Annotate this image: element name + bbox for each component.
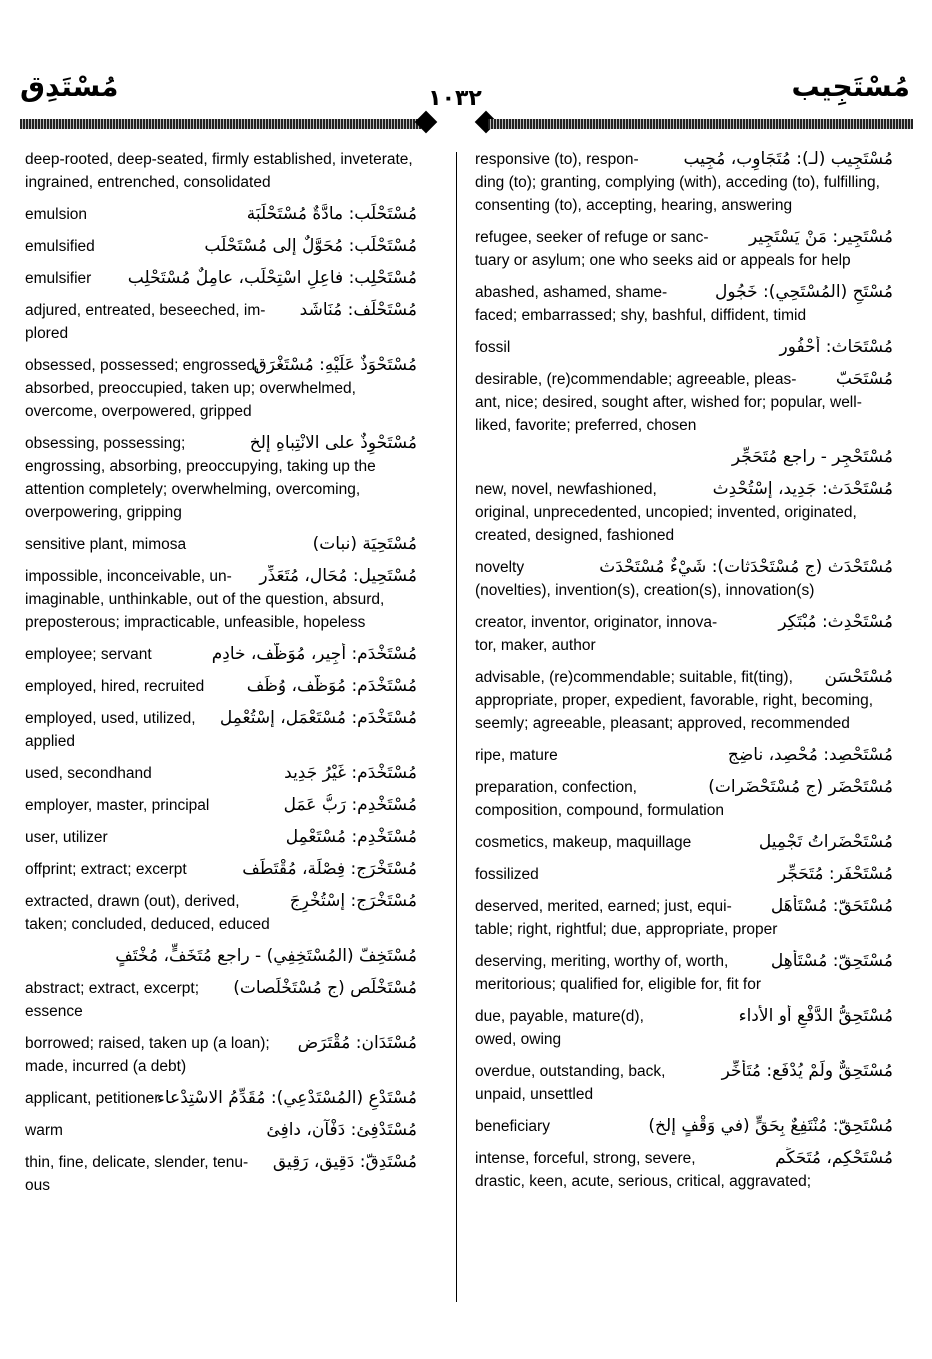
dictionary-entry xyxy=(25,1087,417,1110)
arabic-headword: مُسْتَحْدَث (ج مُسْتَحْدَثات): شَيْءٌ مُسْتَحْدَث xyxy=(599,557,893,577)
english-translation: sensitive plant, mimosa xyxy=(25,536,187,553)
english-translation: desirable, (re)commendable; agreeable, pleas- xyxy=(475,371,797,388)
arabic-headword: مُسْتَحْدِث: مُبْتَكِر xyxy=(778,612,893,632)
dictionary-entry xyxy=(25,432,417,524)
english-translation-continued: appropriate, proper, expedient, favorable, right, becoming, seemly; agreeable, pleasant; approved, recommended xyxy=(475,692,874,732)
arabic-headword: مُسْتَخْدَم: غَيْرُ جَدِيد xyxy=(284,763,417,783)
english-translation-continued: imaginable, unthinkable, out of the question, absurd, preposterous; impracticable, unfeasible, hopeless xyxy=(25,591,385,631)
arabic-headword: مُسْتَدْعٍ (المُسْتَدْعِي): مُقَدِّمُ الاسْتِدْعاء xyxy=(156,1088,417,1108)
dictionary-entry xyxy=(475,744,893,767)
dictionary-entry xyxy=(25,826,417,849)
english-translation: employee; servant xyxy=(25,646,152,663)
english-translation: new, novel, newfashioned, xyxy=(475,481,657,498)
english-translation: creator, inventor, originator, innova- xyxy=(475,614,718,631)
english-translation: offprint; extract; excerpt xyxy=(25,861,187,878)
arabic-headword: مُسْتَخْرَج: إسْتُخْرِجَ xyxy=(289,891,417,911)
dictionary-entry xyxy=(25,1151,417,1197)
dictionary-entry xyxy=(475,1147,893,1193)
dictionary-entry xyxy=(25,354,417,423)
english-translation-continued: unpaid, unsettled xyxy=(475,1086,594,1103)
arabic-headword: مُسْتَحْوَذٌ عَلَيْهِ: مُسْتَغْرَق xyxy=(253,355,417,375)
column-divider xyxy=(456,152,457,1302)
dictionary-entry xyxy=(475,368,893,437)
english-translation: fossil xyxy=(475,339,511,356)
arabic-headword: مُسْتَحْضَراتُ تَجْمِيل xyxy=(758,832,893,852)
arabic-cross-reference: مُسْتَحْجِر - راجع مُتَحَجِّر xyxy=(731,447,893,467)
arabic-headword: مُسْتَجِير: مَنْ يَسْتَجِير xyxy=(749,227,893,247)
english-translation: employed, used, utilized, xyxy=(25,710,196,727)
english-translation: beneficiary xyxy=(475,1118,550,1135)
english-translation-continued: ant, nice; desired, sought after, wished for; popular, well-liked, favorite; preferred, chosen xyxy=(475,394,862,434)
dictionary-entry xyxy=(475,611,893,657)
arabic-headword: مُسْتَخْلَص (ج مُسْتَخْلَصات) xyxy=(233,978,417,998)
dictionary-entry xyxy=(475,1115,893,1138)
english-translation: responsive (to), respon- xyxy=(475,151,639,168)
english-translation: abstract; extract, excerpt; xyxy=(25,980,200,997)
dictionary-entry xyxy=(475,446,893,469)
english-translation-continued: meritorious; qualified for, eligible for, fit for xyxy=(475,976,762,993)
english-translation: employed, hired, recruited xyxy=(25,678,205,695)
diamond-ornament-left xyxy=(415,111,438,134)
english-translation: emulsion xyxy=(25,206,88,223)
english-translation-continued: ding (to); granting, complying (with), acceding (to), fulfilling, consenting (to), accepting, hearing, answering xyxy=(475,174,880,214)
dictionary-entry xyxy=(25,565,417,634)
english-translation: warm xyxy=(25,1122,63,1139)
english-translation: cosmetics, makeup, maquillage xyxy=(475,834,692,851)
english-translation: employer, master, principal xyxy=(25,797,210,814)
english-translation-continued: original, unprecedented, uncopied; invented, originated, created, designed, fashioned xyxy=(475,504,857,544)
arabic-headword: مُسْتَدِقّ: دَقِيق، رَقِيق xyxy=(272,1152,417,1172)
english-translation: abashed, ashamed, shame- xyxy=(475,284,668,301)
arabic-headword: مُسْتَحٍ (المُسْتَحِي): خَجُول xyxy=(715,282,893,302)
english-translation-continued: made, incurred (a debt) xyxy=(25,1058,187,1075)
dictionary-entry xyxy=(25,1119,417,1142)
english-translation: refugee, seeker of refuge or sanc- xyxy=(475,229,709,246)
english-translation-continued: tor, maker, author xyxy=(475,637,596,654)
english-translation: intense, forceful, strong, severe, xyxy=(475,1150,696,1167)
arabic-headword: مُسْتَجِيب (لـ): مُتَجَاوِب، مُجِيب xyxy=(683,149,893,169)
english-translation-continued: (novelties), invention(s), creation(s), innovation(s) xyxy=(475,582,815,599)
arabic-headword: مُسْتَخْدَم: مُوَظَّف، وُظِّف xyxy=(246,676,417,696)
english-translation-continued: composition, compound, formulation xyxy=(475,802,724,819)
dictionary-entry xyxy=(25,148,417,194)
dictionary-entry xyxy=(475,831,893,854)
arabic-headword: مُسْتَحِيل: مُحَال، مُتَعَذِّر xyxy=(259,566,417,586)
english-translation: borrowed; raised, taken up (a loan); xyxy=(25,1035,270,1052)
english-translation: obsessing, possessing; xyxy=(25,435,186,452)
dictionary-entry xyxy=(25,794,417,817)
english-translation: due, payable, mature(d), xyxy=(475,1008,644,1025)
english-translation: deserved, merited, earned; just, equi- xyxy=(475,898,732,915)
english-translation-continued: drastic, keen, acute, serious, critical, aggravated; xyxy=(475,1173,811,1190)
english-translation: emulsified xyxy=(25,238,95,255)
english-translation: impossible, inconceivable, un- xyxy=(25,568,232,585)
arabic-headword: مُسْتَحْلِب: فاعِلِ اسْتِحْلَب، عامِلٌ مُسْتَحْلِب xyxy=(127,268,417,288)
english-translation-continued: faced; embarrassed; shy, bashful, diffident, timid xyxy=(475,307,807,324)
dictionary-entry xyxy=(25,1032,417,1078)
dictionary-entry xyxy=(25,267,417,290)
arabic-headword: مُسْتَحْلَب: مادَّةٌ مُسْتَحْلَبَة xyxy=(246,204,417,224)
english-translation-continued: engrossing, absorbing, preoccupying, taking up the attention completely; overwhelming, overcoming, overpowering, gripping xyxy=(25,458,376,521)
arabic-headword: مُسْتَخْدَم: مُسْتَعْمَل، إسْتُعْمِل xyxy=(219,708,417,728)
english-translation-continued: ous xyxy=(25,1177,50,1194)
page-number: ١٠٣٢ xyxy=(428,86,482,111)
english-translation: preparation, confection, xyxy=(475,779,637,796)
dictionary-entry xyxy=(25,858,417,881)
english-translation: used, secondhand xyxy=(25,765,152,782)
english-translation-continued: applied xyxy=(25,733,75,750)
english-translation: adjured, entreated, beseeched, im- xyxy=(25,302,266,319)
arabic-headword: مُسْتَحْوِذٌ على الانْتِباهِ إلخ xyxy=(249,433,417,453)
english-translation-continued: taken; concluded, deduced, educed xyxy=(25,916,270,933)
right-column xyxy=(475,148,893,1202)
english-translation: fossilized xyxy=(475,866,539,883)
english-translation: ripe, mature xyxy=(475,747,558,764)
dictionary-entry xyxy=(25,299,417,345)
english-translation-continued: owed, owing xyxy=(475,1031,562,1048)
left-column xyxy=(25,148,417,1206)
english-translation: advisable, (re)commendable; suitable, fit(ting), xyxy=(475,669,793,686)
english-translation-continued: tuary or asylum; one who seeks aid or appeals for help xyxy=(475,252,851,269)
arabic-headword: مُسْتَحَقّ: مُسْتَأْهَل xyxy=(770,896,893,916)
dictionary-entry xyxy=(25,707,417,753)
arabic-headword: مُسْتَحْصِد: مُحْصِد، ناضِج xyxy=(727,745,893,765)
dictionary-entry xyxy=(475,1005,893,1051)
english-translation: applicant, petitioner xyxy=(25,1090,160,1107)
dictionary-entry xyxy=(25,235,417,258)
arabic-headword: مُسْتَحِقُّ الدَّفْعِ أو الأداء xyxy=(738,1006,893,1026)
dictionary-entry xyxy=(475,863,893,886)
arabic-headword: مُسْتَخْدِم: رَبُّ عَمَل xyxy=(283,795,417,815)
running-head-left: مُسْتَدِق xyxy=(20,70,119,103)
arabic-headword: مُسْتَحِيَة (نبات) xyxy=(312,534,417,554)
dictionary-entry xyxy=(475,666,893,735)
dictionary-entry xyxy=(475,148,893,217)
arabic-headword: مُسْتَحْلَب: مُحَوَّلٌ إلى مُسْتَحْلَب xyxy=(204,236,417,256)
dictionary-entry xyxy=(25,945,417,968)
dictionary-entry xyxy=(475,895,893,941)
dictionary-entry xyxy=(25,533,417,556)
dictionary-entry xyxy=(475,336,893,359)
arabic-headword: مُسْتَدْفِئ: دَفْآن، دافِئ xyxy=(266,1120,417,1140)
english-translation: thin, fine, delicate, slender, tenu- xyxy=(25,1154,249,1171)
arabic-headword: مُسْتَدَان: مُقْتَرَض xyxy=(297,1033,417,1053)
english-translation: overdue, outstanding, back, xyxy=(475,1063,666,1080)
dictionary-entry xyxy=(25,762,417,785)
dictionary-entry xyxy=(475,950,893,996)
english-translation: deserving, meriting, worthy of, worth, xyxy=(475,953,729,970)
header-rule-right xyxy=(488,119,913,129)
dictionary-entry xyxy=(25,643,417,666)
running-head-right: مُسْتَجِيب xyxy=(791,70,910,103)
dictionary-entry xyxy=(25,977,417,1023)
english-translation: extracted, drawn (out), derived, xyxy=(25,893,240,910)
dictionary-entry xyxy=(475,478,893,547)
english-translation-continued: deep-rooted, deep-seated, firmly established, inveterate, ingrained, entrenched, consolidated xyxy=(25,151,413,191)
arabic-cross-reference: مُسْتَخِفّ (المُسْتَخِفِي) - راجع مُتَخَفٍّ، مُخْتَفٍ xyxy=(115,946,417,966)
arabic-headword: مُسْتَخْرَج: فِصْلَة، مُقْتَطَف xyxy=(242,859,417,879)
header-rule-left xyxy=(20,119,425,129)
arabic-headword: مُسْتَحِقّ: مُنْتَفِعٌ بِحَقٍّ (في وَقْفٍ إلخ) xyxy=(648,1116,893,1136)
english-translation: emulsifier xyxy=(25,270,92,287)
english-translation-continued: table; right, rightful; due, appropriate, proper xyxy=(475,921,778,938)
dictionary-entry xyxy=(475,1060,893,1106)
dictionary-entry xyxy=(475,556,893,602)
dictionary-entry xyxy=(475,226,893,272)
dictionary-entry xyxy=(475,776,893,822)
arabic-headword: مُسْتَخْدِم: مُسْتَعْمِل xyxy=(285,827,417,847)
dictionary-entry xyxy=(25,675,417,698)
arabic-headword: مُسْتَخْدَم: أَجِير، مُوَظَّف، خادِم xyxy=(211,644,417,664)
arabic-headword: مُسْتَحْدَث: جَدِيد، إسْتُحْدِث xyxy=(712,479,893,499)
arabic-headword: مُسْتَحْضَر (ج مُسْتَحْضَرات) xyxy=(708,777,893,797)
english-translation: obsessed, possessed; engrossed, xyxy=(25,357,260,374)
arabic-headword: مُسْتَحِقٌّ ولَمْ يُدْفَع: مُتَأَخِّر xyxy=(721,1061,893,1081)
arabic-headword: مُسْتَحَبّ xyxy=(835,369,893,389)
arabic-headword: مُسْتَحْفَر: مُتَحَجِّر xyxy=(777,864,893,884)
english-translation-continued: essence xyxy=(25,1003,83,1020)
english-translation: user, utilizer xyxy=(25,829,108,846)
dictionary-entry xyxy=(25,203,417,226)
english-translation-continued: plored xyxy=(25,325,69,342)
english-translation-continued: absorbed, preoccupied, taken up; overwhelmed, overcome, overpowered, gripped xyxy=(25,380,356,420)
arabic-headword: مُسْتَحَاث: أُحْفُور xyxy=(779,337,893,357)
arabic-headword: مُسْتَحْكِم، مُتَحَكِّم xyxy=(775,1148,893,1168)
english-translation: novelty xyxy=(475,559,525,576)
arabic-headword: مُسْتَحِقّ: مُسْتَأْهِل xyxy=(770,951,893,971)
dictionary-entry xyxy=(475,281,893,327)
arabic-headword: مُسْتَحْلَف: مُنَاشَد xyxy=(299,300,417,320)
dictionary-entry xyxy=(25,890,417,936)
arabic-headword: مُسْتَحْسَن xyxy=(824,667,893,687)
